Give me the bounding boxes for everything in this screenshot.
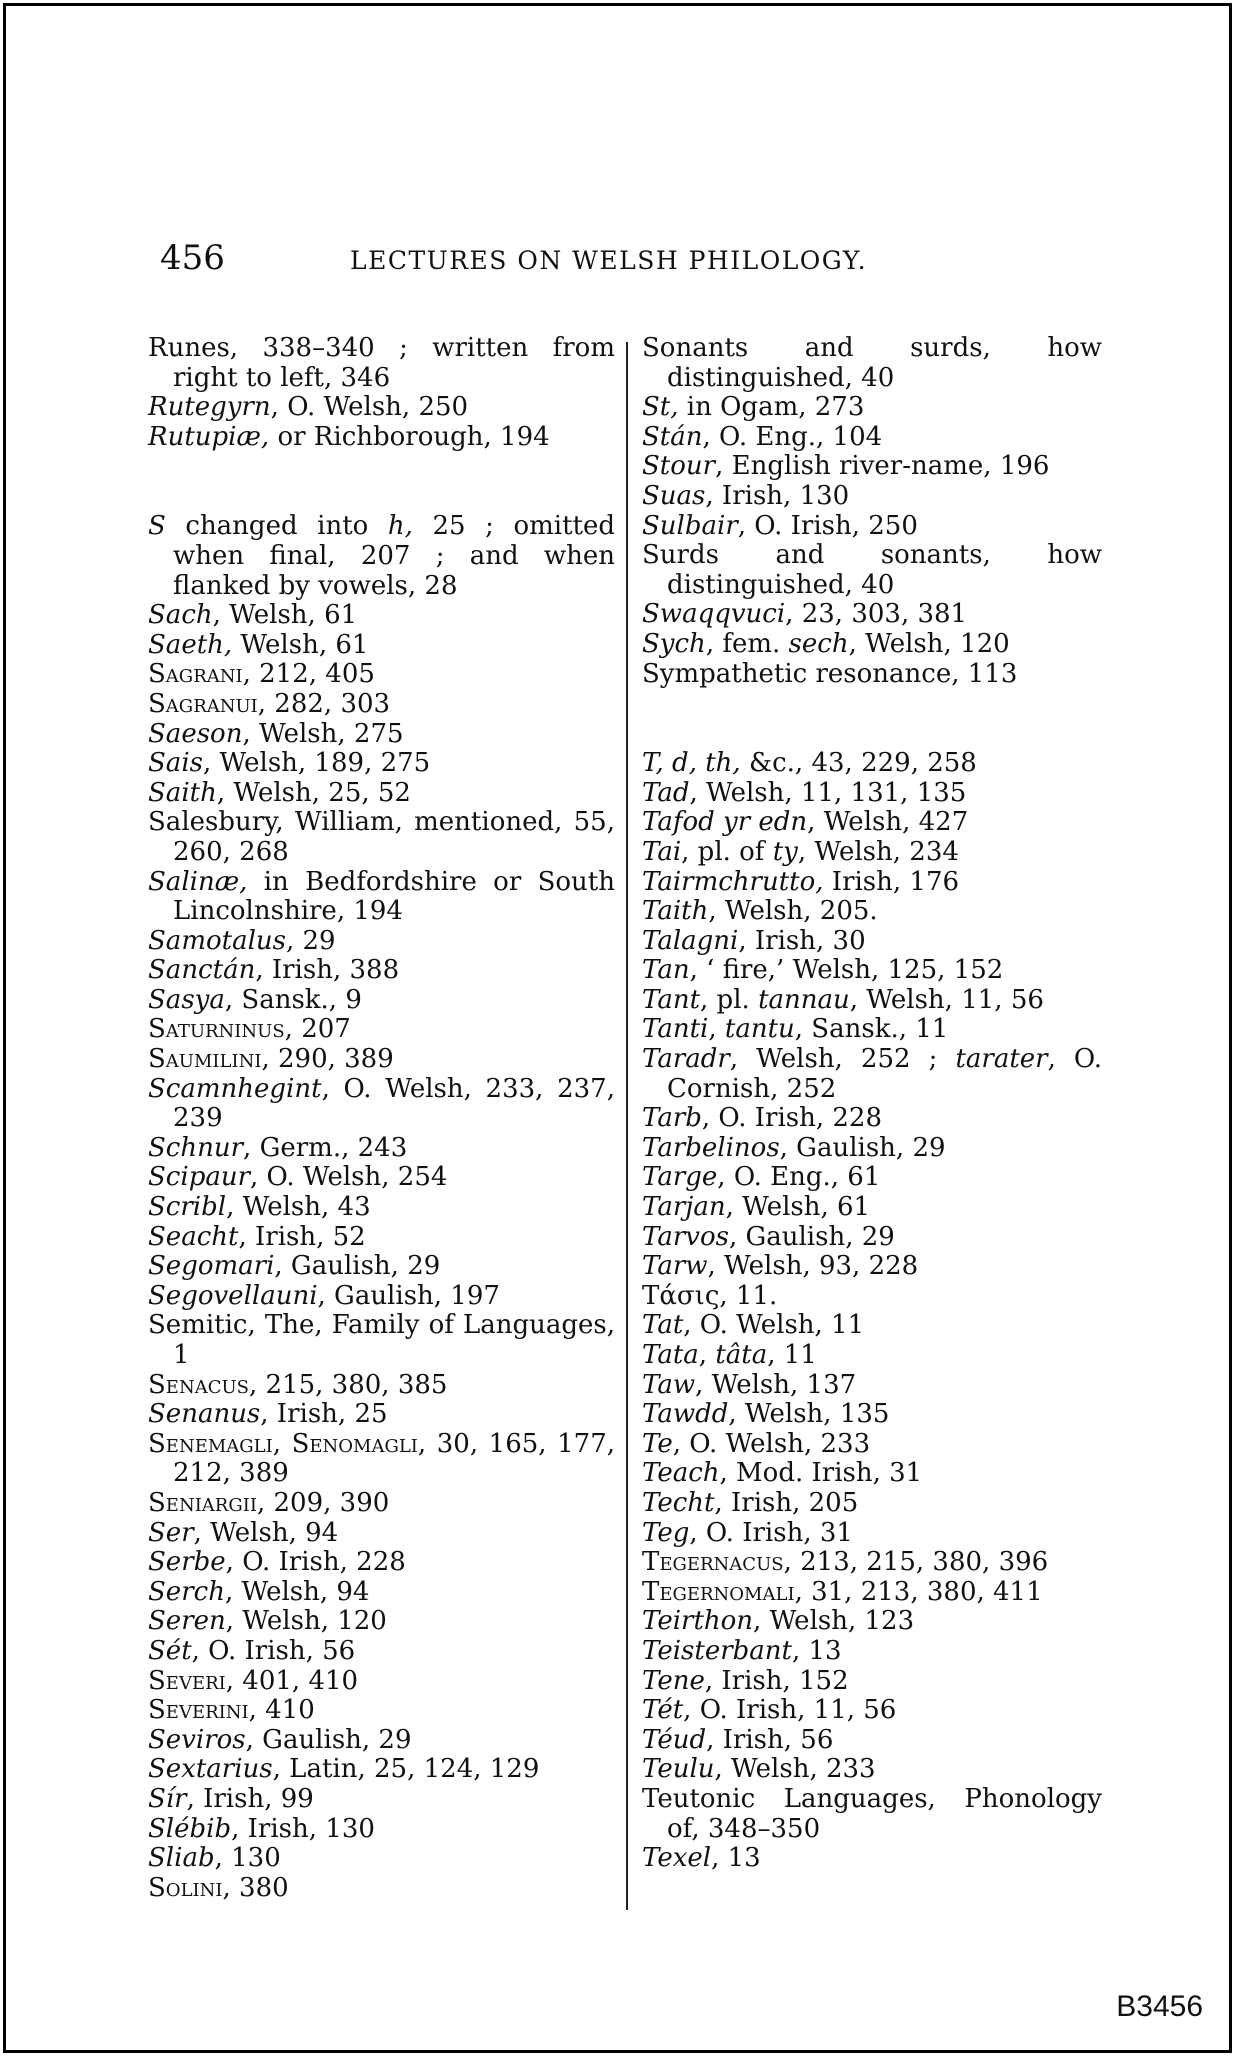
index-text: Senacus [148,1369,249,1400]
index-text: , Welsh, 123 [753,1606,915,1637]
index-term-italic: Ser [148,1517,194,1548]
index-entry [642,1667,1102,1697]
index-entry [148,601,615,631]
catalog-stamp: B3456 [1116,1990,1203,2023]
index-text: Saumilini [148,1044,262,1075]
index-text: Tegernomali [642,1576,795,1607]
index-entry [642,1578,1102,1608]
index-text: or Richborough, 194 [269,421,550,452]
index-term-italic: Tarbelinos [642,1132,780,1163]
index-term-italic: tâta [715,1340,768,1370]
index-text: , 209, 390 [256,1487,390,1518]
index-term-italic: Scribl [148,1192,227,1223]
index-term-italic: Tan [642,955,690,986]
index-text: Sympathetic resonance, 113 [642,658,1018,689]
index-text: , Welsh, 427 [807,807,969,838]
index-entry [642,868,1102,898]
index-text: , pl. [700,984,759,1015]
index-text: , fem. [705,628,789,659]
index-term-italic: tannau [758,984,850,1015]
index-term-italic: Tét [642,1695,684,1726]
index-term-italic: Saeson [148,718,243,749]
index-term-italic: Sanctán [148,955,256,986]
index-text: , 212, 405 [242,659,375,690]
index-text: , Welsh, 93, 228 [707,1251,919,1282]
index-text: , 30, 165, 177, 212, 389 [173,1428,615,1489]
index-text: , Irish, 388 [255,955,400,986]
index-entry [642,1134,1102,1164]
index-text: , Irish, 30 [738,925,866,956]
index-entry [642,1785,1102,1844]
index-entry [642,600,1102,630]
index-entry [642,1104,1102,1134]
index-text: Salesbury, William, mentioned, 55, 260, 268 [148,807,615,867]
index-text: , O. Irish, 31 [689,1517,853,1548]
index-text: changed into [165,511,388,542]
index-text: , O. Eng., 104 [702,421,883,452]
index-text: , 13 [711,1843,761,1874]
index-term-italic: Sasya [148,984,225,1015]
index-text: , Irish, 152 [704,1665,849,1696]
index-term-italic: Saeth, [148,629,233,660]
index-text: Severi [148,1665,226,1696]
index-term-italic: Seren [148,1606,226,1637]
index-term-italic: Scamnhegint [148,1073,322,1104]
index-entry [642,927,1102,957]
index-text: , 410 [248,1695,315,1726]
index-entry [642,1015,1102,1045]
index-text: , [698,1340,716,1370]
index-column-left [148,334,615,1903]
index-term-italic: Tawdd [642,1399,729,1430]
index-column-right [642,334,1102,1874]
index-text: Tegernacus [642,1547,784,1578]
index-term-italic: Targe [642,1162,718,1193]
index-entry [148,1667,615,1697]
index-text: Sagranui [148,688,258,719]
index-text: , O. Irish, 250 [737,510,918,541]
index-term-italic: Serch [148,1576,225,1607]
index-text: , O. Cornish, 252 [667,1044,1102,1104]
section-gap [642,689,1102,749]
index-text: 25 ; omitted when final, 207 ; and when flanked by vowels, 28 [173,511,616,601]
index-text: , Welsh, 233 [714,1754,876,1785]
index-entry [148,1223,615,1253]
index-text: , Welsh, 234 [797,836,959,867]
index-term-italic: Taith [642,896,709,927]
index-entry [642,1223,1102,1253]
index-text: Sagrani [148,659,243,690]
index-text: , O. Irish, 228 [701,1103,883,1134]
index-entry [642,1726,1102,1756]
index-term-italic: Taradr [642,1044,730,1075]
index-entry [148,1519,615,1549]
index-entry [148,1193,615,1223]
index-text: , Germ., 243 [243,1132,408,1163]
index-term-italic: Taw [642,1369,696,1400]
index-term-italic: Stour [642,451,716,482]
index-entry [642,897,1102,927]
index-entry [642,1755,1102,1785]
index-entry [148,956,615,986]
index-entry [642,1696,1102,1726]
index-text: , [708,1014,725,1045]
index-term-italic: Rutegyrn [148,392,271,423]
index-text: , Gaulish, 29 [779,1132,946,1163]
index-entry [642,1282,1102,1312]
index-text: , O. Welsh, 11 [683,1310,865,1341]
index-term-italic: Saith [148,777,217,808]
index-text: , Mod. Irish, 31 [719,1458,923,1489]
index-text: Severini [148,1695,249,1726]
index-text: , [272,1428,292,1459]
index-entry [148,1548,615,1578]
index-term-italic: Salinæ, [148,866,248,897]
index-entry [148,1134,615,1164]
index-entry [642,630,1102,660]
index-term-italic: tantu [724,1014,795,1045]
index-entry [148,1282,615,1312]
index-entry [148,1785,615,1815]
index-term-italic: Te [642,1428,673,1459]
index-term-italic: Serbe [148,1547,226,1578]
index-entry [642,393,1102,423]
index-term-italic: Sach [148,600,213,631]
index-entry [642,1311,1102,1341]
index-entry [642,423,1102,453]
index-term-italic: Teg [642,1517,690,1548]
index-entry [642,838,1102,868]
index-text: , Welsh, 275 [242,718,404,749]
index-term-italic: Techt [642,1487,715,1518]
index-text: , Gaulish, 29 [274,1251,441,1282]
index-text: Semitic, The, Family of Languages, 1 [148,1310,615,1370]
index-text: , Welsh, 252 ; [729,1044,956,1075]
index-entry [642,1548,1102,1578]
index-text: , Welsh, 11, 56 [849,984,1044,1015]
index-term-italic: Tanti [642,1014,709,1045]
index-term-italic: Tarb [642,1103,702,1134]
index-term-italic: Texel [642,1843,712,1874]
index-term-italic: S [148,511,166,542]
index-text: , O. Irish, 228 [225,1547,406,1578]
index-term-italic: Tarjan [642,1192,726,1223]
index-term-italic: Sír [148,1783,187,1814]
index-text: Welsh, 61 [232,629,369,660]
index-entry [148,1400,615,1430]
column-divider [626,342,628,1910]
index-entry [148,512,615,601]
index-term-italic: Téud [642,1724,707,1755]
index-term-italic: Sais [148,748,203,779]
index-entry [642,956,1102,986]
index-text: , Welsh, 120 [225,1606,387,1637]
index-text: , O. Welsh, 250 [270,392,469,423]
index-term-italic: Stán [642,421,703,452]
index-entry [148,868,615,927]
index-entry [642,334,1102,393]
index-text: , Welsh, 137 [695,1369,857,1400]
index-entry [148,927,615,957]
index-term-italic: Segovellauni [148,1280,318,1311]
index-entry [642,512,1102,542]
index-term-italic: Tai [642,836,682,867]
index-entry [148,779,615,809]
index-text: Surds and sonants, how distinguished, 40 [642,540,1102,600]
index-text: , Gaulish, 197 [317,1280,500,1311]
index-text: Seniargii [148,1487,257,1518]
index-text: Solini [148,1872,223,1903]
index-entry [642,1371,1102,1401]
index-entry [642,1519,1102,1549]
index-entry [642,1607,1102,1637]
index-text: , Welsh, 94 [224,1576,370,1607]
index-entry [642,1459,1102,1489]
index-text: , 31, 213, 380, 411 [794,1576,1043,1607]
index-term-italic: tarater [955,1044,1048,1075]
index-text: , Sansk., 9 [224,984,362,1015]
index-text: Irish, 176 [823,866,960,897]
index-text: , English river-name, 196 [715,451,1050,482]
index-entry [642,1045,1102,1104]
index-entry [148,1311,615,1370]
index-entry [148,1075,615,1134]
index-entry [148,808,615,867]
index-text: , Welsh, 189, 275 [202,748,431,779]
index-text: , 380 [222,1872,289,1903]
index-term-italic: Tad [642,777,690,808]
index-term-italic: Teirthon [642,1606,754,1637]
index-text: Sonants and surds, how distinguished, 40 [642,333,1102,393]
index-entry [642,452,1102,482]
index-entry [148,1755,615,1785]
index-text: , Sansk., 11 [794,1014,949,1045]
index-term-italic: ty [772,836,798,867]
index-text: , Irish, 205 [714,1487,859,1518]
index-text: , Irish, 25 [260,1399,388,1430]
index-term-italic: h, [387,511,413,542]
index-text: , 213, 215, 380, 396 [783,1547,1049,1578]
index-text: &c., 43, 229, 258 [740,748,977,779]
index-term-italic: Teach [642,1458,720,1489]
index-entry [148,334,615,393]
index-entry [642,1252,1102,1282]
index-entry [148,1163,615,1193]
index-entry [148,1578,615,1608]
index-term-italic: Sliab [148,1843,215,1874]
index-term-italic: Tairmchrutto, [642,866,824,897]
index-entry [642,779,1102,809]
index-entry [642,1489,1102,1519]
index-term-italic: Teisterbant [642,1635,792,1666]
index-entry [148,1696,615,1726]
index-term-italic: Tafod yr edn [642,807,808,838]
index-text: , Welsh, 61 [725,1192,871,1223]
index-text: , Latin, 25, 124, 129 [272,1754,540,1785]
index-entry [642,660,1102,690]
index-entry [148,1252,615,1282]
index-text: , Welsh, 205. [708,896,878,927]
index-term-italic: Teulu [642,1754,715,1785]
index-term-italic: Talagni [642,925,739,956]
index-text: , 215, 380, 385 [248,1369,448,1400]
index-term-italic: Tarw [642,1251,708,1282]
index-text: , Welsh, 61 [212,600,358,631]
index-entry [148,1489,615,1519]
index-entry [642,749,1102,779]
index-term-italic: Slébib [148,1813,232,1844]
index-entry [642,808,1102,838]
index-text: Saturninus [148,1014,285,1045]
index-text: , O. Welsh, 233, 237, 239 [173,1073,615,1134]
running-title: LECTURES ON WELSH PHILOLOGY. [350,246,868,275]
index-term-italic: Rutupiæ, [148,421,270,452]
index-entry [148,1607,615,1637]
index-text: Senemagli [148,1428,273,1459]
index-text: , ‘ fire,’ Welsh, 125, 152 [689,955,1004,986]
index-text: Runes, 338–340 ; written from right to left, 346 [148,333,615,393]
index-text: , Welsh, 25, 52 [216,777,411,808]
index-text: , Irish, 130 [705,480,850,511]
page-number: 456 [160,238,225,278]
index-text: , Welsh, 120 [848,628,1010,659]
index-entry [642,1844,1102,1874]
index-entry [642,1637,1102,1667]
index-text: , 13 [791,1635,842,1666]
index-term-italic: Scipaur [148,1162,251,1193]
index-entry [148,393,615,423]
index-entry [148,1726,615,1756]
index-text: , Welsh, 135 [728,1399,890,1430]
index-term-italic: sech [788,628,849,659]
index-text: , 130 [214,1843,281,1874]
index-term-italic: Sulbair [642,510,738,541]
index-text: , 11 [767,1340,817,1370]
index-text: , O. Irish, 11, 56 [683,1695,897,1726]
index-text: , Gaulish, 29 [728,1221,895,1252]
index-text: Τάσις [642,1280,720,1311]
index-entry [642,1163,1102,1193]
index-text: , Welsh, 94 [193,1517,339,1548]
section-gap [148,452,615,512]
index-entry [148,1844,615,1874]
index-entry [148,1371,615,1401]
index-text: , Irish, 56 [706,1724,834,1755]
index-entry [148,660,615,690]
index-entry [148,1430,615,1489]
index-entry [148,1045,615,1075]
index-text: , 282, 303 [257,688,391,719]
index-entry [642,541,1102,600]
index-text: , O. Irish, 56 [191,1635,356,1666]
index-term-italic: Seviros [148,1724,246,1755]
index-entry [148,690,615,720]
index-term-italic: Swaqqvuci [642,599,786,630]
index-text: , O. Eng., 61 [717,1162,881,1193]
index-text: , 23, 303, 381 [785,599,968,630]
index-text: , 290, 389 [261,1044,394,1075]
index-text: in Ogam, 273 [678,392,865,423]
index-text: , 11. [719,1280,778,1311]
index-term-italic: Tat [642,1310,684,1341]
index-text: Senomagli [291,1428,418,1459]
index-entry [148,1015,615,1045]
index-entry [642,986,1102,1016]
index-term-italic: Segomari [148,1251,275,1282]
index-text: in Bedfordshire or South Lincolnshire, 194 [173,866,615,927]
index-term-italic: Seacht [148,1221,239,1252]
index-text: Teutonic Languages, Phonology of, 348–350 [642,1783,1102,1844]
book-page [3,3,1232,2053]
index-entry [148,1874,615,1904]
index-entry [148,631,615,661]
index-entry [148,423,615,453]
index-term-italic: Senanus [148,1399,261,1430]
index-text: , Irish, 52 [238,1221,366,1252]
index-text: , Irish, 99 [186,1783,314,1814]
index-term-italic: Samotalus [148,925,286,956]
index-text: , 401, 410 [225,1665,359,1696]
index-entry [148,720,615,750]
index-entry [642,1193,1102,1223]
index-text: , Gaulish, 29 [245,1724,412,1755]
index-text: , Irish, 130 [231,1813,375,1844]
index-text: , pl. of [681,836,773,867]
index-term-italic: Sych [642,628,706,659]
index-text: , Welsh, 43 [226,1192,371,1223]
index-entry [148,986,615,1016]
index-entry [642,1400,1102,1430]
index-entry [642,1430,1102,1460]
index-term-italic: Sextarius [148,1754,273,1785]
index-term-italic: Tant [642,984,701,1015]
index-term-italic: Suas [642,480,706,511]
index-text: , O. Welsh, 233 [672,1428,871,1459]
index-term-italic: St, [642,392,679,423]
index-term-italic: Tene [642,1665,705,1696]
index-term-italic: T, d, th, [642,748,741,779]
index-term-italic: Sét [148,1635,192,1666]
index-text: , O. Welsh, 254 [250,1162,448,1193]
index-text: , 207 [284,1014,351,1045]
index-term-italic: Tata [642,1340,699,1370]
index-entry [148,1815,615,1845]
index-term-italic: Tarvos [642,1221,729,1252]
page-header [160,238,960,278]
index-entry [148,749,615,779]
index-entry [642,482,1102,512]
index-text: , 29 [285,925,336,956]
index-term-italic: Schnur [148,1132,244,1163]
index-entry [148,1637,615,1667]
index-entry [642,1341,1102,1371]
index-text: , Welsh, 11, 131, 135 [689,777,967,808]
